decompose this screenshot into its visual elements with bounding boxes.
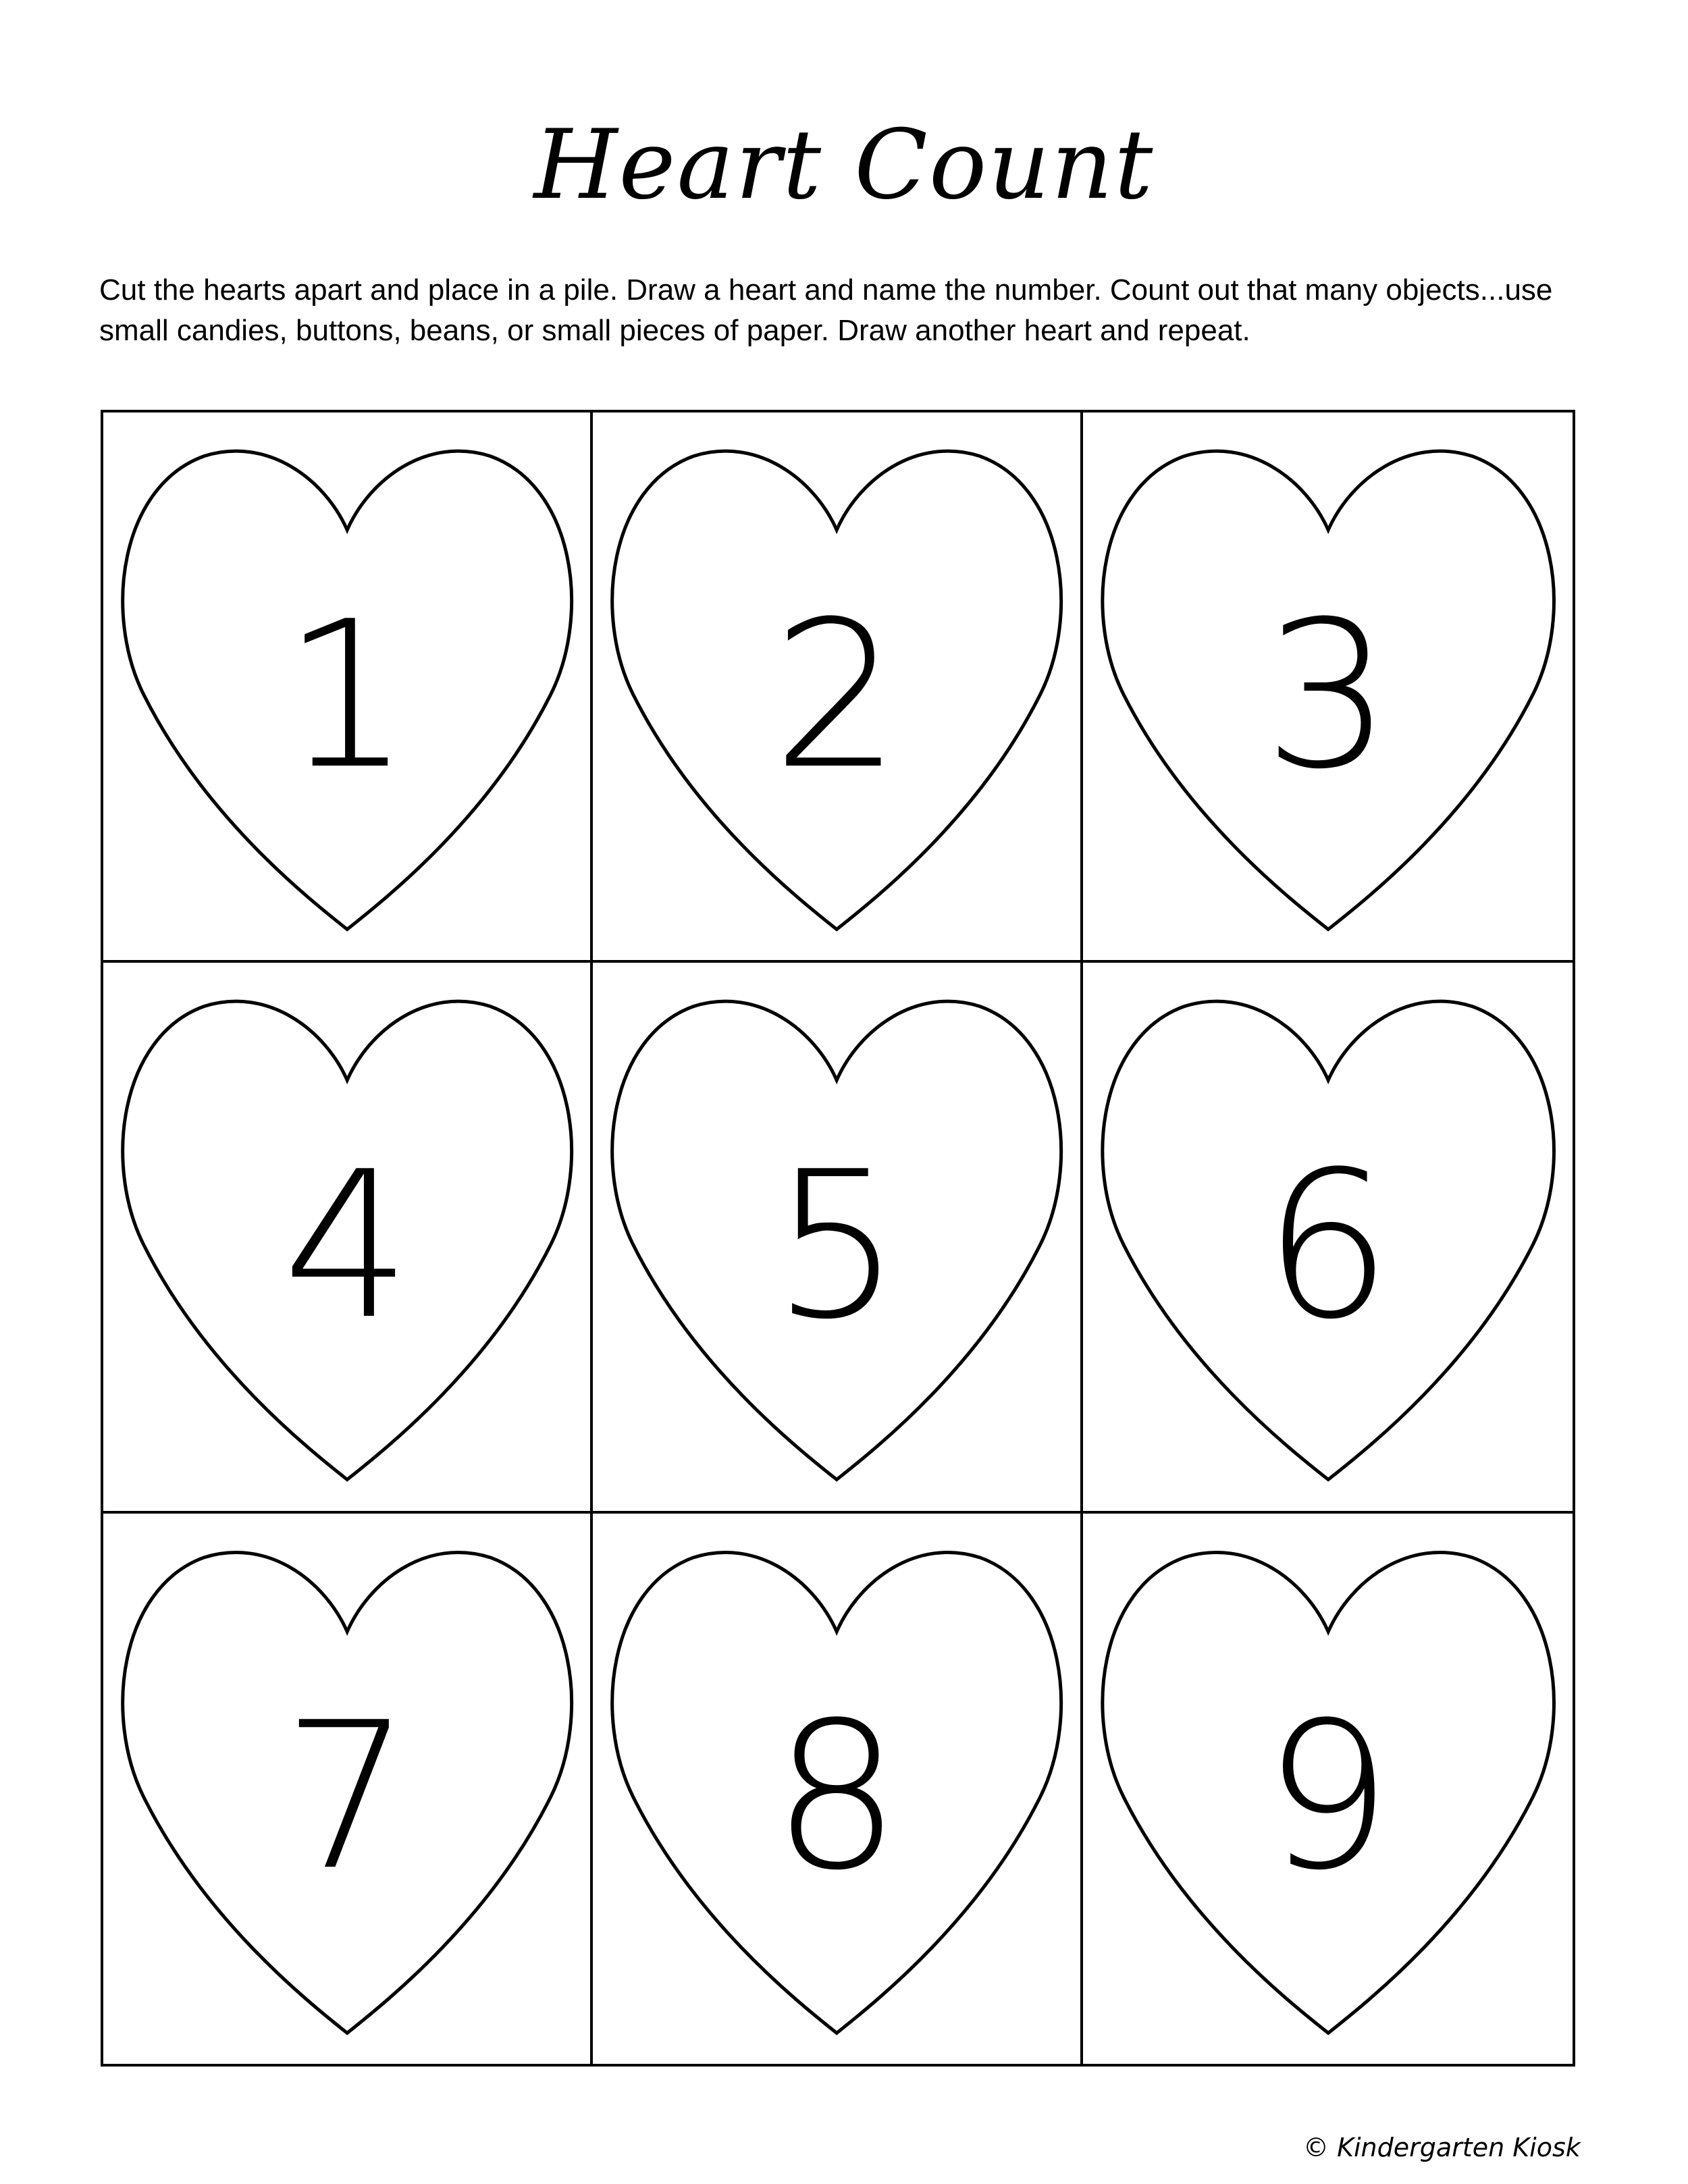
copyright-notice: © Kindergarten Kiosk bbox=[1303, 2133, 1581, 2162]
heart-number: 8 bbox=[772, 1678, 901, 1915]
heart-number: 4 bbox=[282, 1128, 412, 1364]
heart-number: 2 bbox=[772, 578, 901, 814]
heart-card-grid bbox=[101, 410, 1575, 2067]
heart-number: 6 bbox=[1263, 1128, 1392, 1364]
heart-card-6 bbox=[1083, 963, 1573, 1513]
heart-card-7 bbox=[103, 1514, 593, 2064]
heart-card-3 bbox=[1083, 412, 1573, 963]
heart-card-1 bbox=[103, 412, 593, 963]
heart-card-4 bbox=[103, 963, 593, 1513]
heart-number: 3 bbox=[1263, 578, 1392, 814]
instructions-text: Cut the hearts apart and place in a pile. Draw a heart and name the number. Count out that many objects...use small candies, buttons, beans, or small pieces of paper. Draw another heart and repeat. bbox=[99, 273, 1553, 347]
heart-number: 1 bbox=[282, 578, 412, 814]
page-title: Heart Count bbox=[533, 109, 1155, 221]
heart-number: 9 bbox=[1263, 1678, 1392, 1915]
heart-number: 5 bbox=[772, 1128, 901, 1364]
heart-card-9 bbox=[1083, 1514, 1573, 2064]
heart-card-5 bbox=[593, 963, 1082, 1513]
heart-card-2 bbox=[593, 412, 1082, 963]
heart-number: 7 bbox=[282, 1678, 412, 1915]
heart-card-8 bbox=[593, 1514, 1082, 2064]
